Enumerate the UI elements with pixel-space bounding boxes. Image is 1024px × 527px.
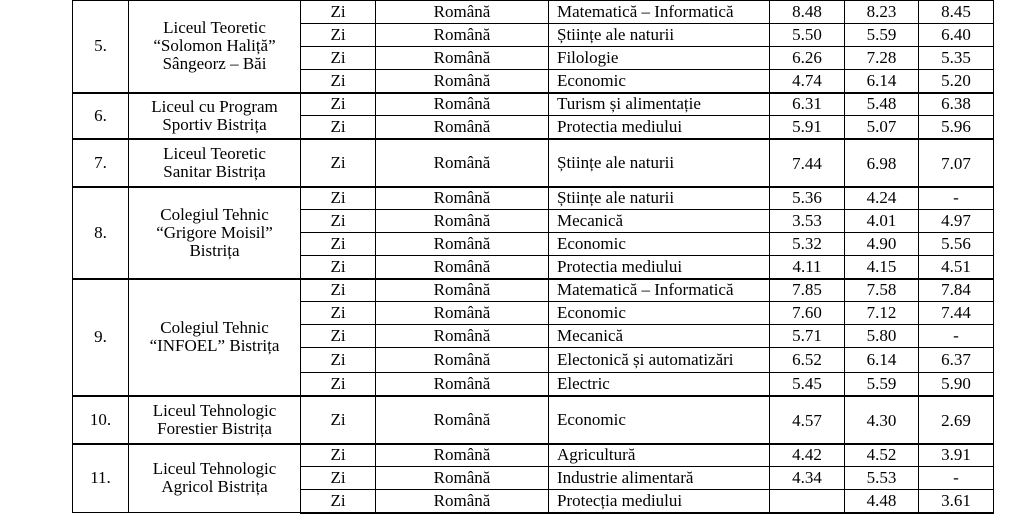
school-name-line: Sanitar Bistrița [163,161,266,181]
average-cell-3: 5.56 [919,233,994,256]
average-cell-2: 6.98 [845,139,919,187]
school-name-line: Liceul Teoretic [163,143,266,163]
specialization-cell: Industrie alimentară [549,467,770,490]
average-cell-2: 7.12 [845,302,919,325]
average-cell-3: 3.91 [919,444,994,467]
teaching-language-cell: Română [376,233,549,256]
average-cell-2: 4.90 [845,233,919,256]
teaching-language-cell: Română [376,116,549,139]
school-name-line: Agricol Bistrița [161,477,268,497]
average-cell-3: 8.45 [919,1,994,24]
average-cell-3: 5.96 [919,116,994,139]
average-cell-3: 3.61 [919,490,994,513]
session-type-cell: Zi [301,444,376,467]
school-name-line: Colegiul Tehnic [160,318,269,337]
session-type-cell: Zi [301,187,376,210]
average-cell-2: 7.58 [845,279,919,302]
specialization-cell: Turism și alimentație [549,93,770,116]
average-cell-2: 4.15 [845,256,919,279]
school-name-cell [129,93,301,139]
session-type-cell: Zi [301,348,376,373]
school-number-cell: 6. [73,93,129,139]
school-number-cell: 8. [73,187,129,279]
specialization-cell: Matematică – Informatică [549,279,770,302]
average-cell-3: 5.90 [919,373,994,396]
specialization-cell: Științe ale naturii [549,139,770,187]
session-type-cell: Zi [301,70,376,93]
average-cell-3: 7.44 [919,302,994,325]
average-cell-2: 5.07 [845,116,919,139]
session-type-cell: Zi [301,233,376,256]
average-cell-2: 4.48 [845,490,919,513]
school-name-cell [129,139,301,187]
average-cell-2: 5.59 [845,373,919,396]
school-name-line: Colegiul Tehnic [160,204,269,224]
average-cell-2: 4.52 [845,444,919,467]
school-name-cell [129,444,301,513]
school-name-line: Liceul cu Program [151,96,278,116]
school-name-cell [129,187,301,279]
session-type-cell: Zi [301,325,376,348]
school-number-cell: 5. [73,1,129,93]
school-number-cell: 11. [73,444,129,513]
average-cell-1: 6.31 [770,93,845,116]
table-row [73,187,994,210]
session-type-cell: Zi [301,467,376,490]
session-type-cell: Zi [301,93,376,116]
school-name-line: “Solomon Haliță” [153,36,276,56]
average-cell-3: 6.40 [919,24,994,47]
average-cell-3: 5.35 [919,47,994,70]
table-row [73,444,994,467]
school-number-cell: 10. [73,396,129,444]
teaching-language-cell: Română [376,302,549,325]
average-cell-1: 4.11 [770,256,845,279]
school-name-line: Liceul Teoretic [163,18,266,38]
average-cell-1: 5.50 [770,24,845,47]
school-name-line: “Grigore Moisil” [156,222,273,242]
teaching-language-cell: Română [376,373,549,396]
average-cell-3: 2.69 [919,396,994,444]
average-cell-1: 4.42 [770,444,845,467]
specialization-cell: Economic [549,233,770,256]
average-cell-2: 5.59 [845,24,919,47]
teaching-language-cell: Română [376,348,549,373]
average-cell-3: - [919,325,994,348]
average-cell-2: 4.30 [845,396,919,444]
session-type-cell: Zi [301,210,376,233]
average-cell-2: 4.24 [845,187,919,210]
average-cell-2: 5.80 [845,325,919,348]
school-name-line: “INFOEL” Bistrița [149,336,280,355]
average-cell-1: 5.45 [770,373,845,396]
table-body [73,1,994,513]
session-type-cell: Zi [301,396,376,444]
average-cell-2: 6.14 [845,70,919,93]
average-cell-3: 4.51 [919,256,994,279]
teaching-language-cell: Română [376,396,549,444]
table-row [73,93,994,116]
teaching-language-cell: Română [376,467,549,490]
teaching-language-cell: Română [376,325,549,348]
specialization-cell: Electonică și automatizări [549,348,770,373]
session-type-cell: Zi [301,256,376,279]
specialization-cell: Filologie [549,47,770,70]
school-name-cell [129,396,301,444]
session-type-cell: Zi [301,24,376,47]
specialization-cell: Economic [549,302,770,325]
specialization-cell: Mecanică [549,325,770,348]
table-row [73,1,994,24]
average-cell-1 [770,490,845,513]
average-cell-1: 8.48 [770,1,845,24]
session-type-cell: Zi [301,279,376,302]
session-type-cell: Zi [301,1,376,24]
table-row [73,396,994,444]
session-type-cell: Zi [301,490,376,513]
teaching-language-cell: Română [376,187,549,210]
teaching-language-cell: Română [376,24,549,47]
specialization-cell: Științe ale naturii [549,24,770,47]
average-cell-1: 7.60 [770,302,845,325]
specialization-cell: Științe ale naturii [549,187,770,210]
average-cell-3: 6.37 [919,348,994,373]
teaching-language-cell: Română [376,139,549,187]
teaching-language-cell: Română [376,490,549,513]
average-cell-1: 5.36 [770,187,845,210]
school-name-cell [129,279,301,396]
average-cell-3: 6.38 [919,93,994,116]
average-cell-1: 3.53 [770,210,845,233]
average-cell-2: 4.01 [845,210,919,233]
session-type-cell: Zi [301,373,376,396]
average-cell-2: 6.14 [845,348,919,373]
teaching-language-cell: Română [376,444,549,467]
specialization-cell: Protecția mediului [549,490,770,513]
average-cell-2: 8.23 [845,1,919,24]
session-type-cell: Zi [301,139,376,187]
specialization-cell: Protectia mediului [549,256,770,279]
average-cell-3: 5.20 [919,70,994,93]
school-name-line: Liceul Tehnologic [152,459,277,479]
admission-averages-table [72,0,994,514]
specialization-cell: Mecanică [549,210,770,233]
school-name-line: Forestier Bistrița [157,418,272,438]
average-cell-1: 5.71 [770,325,845,348]
specialization-cell: Economic [549,70,770,93]
teaching-language-cell: Română [376,70,549,93]
specialization-cell: Agricultură [549,444,770,467]
table-row [73,139,994,187]
average-cell-1: 7.85 [770,279,845,302]
average-cell-3: 4.97 [919,210,994,233]
specialization-cell: Protectia mediului [549,116,770,139]
session-type-cell: Zi [301,47,376,70]
teaching-language-cell: Română [376,279,549,302]
average-cell-2: 5.53 [845,467,919,490]
average-cell-1: 4.74 [770,70,845,93]
teaching-language-cell: Română [376,47,549,70]
school-name-line: Bistrița [189,240,240,260]
school-name-line: Sângeorz – Băi [162,54,267,74]
session-type-cell: Zi [301,116,376,139]
average-cell-3: 7.07 [919,139,994,187]
average-cell-1: 4.34 [770,467,845,490]
table-row [73,279,994,302]
school-name-line: Liceul Tehnologic [152,400,277,420]
average-cell-3: - [919,467,994,490]
specialization-cell: Electric [549,373,770,396]
school-number-cell: 9. [73,279,129,396]
teaching-language-cell: Română [376,210,549,233]
average-cell-2: 7.28 [845,47,919,70]
average-cell-3: - [919,187,994,210]
school-name-cell [129,1,301,93]
average-cell-1: 5.32 [770,233,845,256]
average-cell-3: 7.84 [919,279,994,302]
teaching-language-cell: Română [376,256,549,279]
teaching-language-cell: Română [376,1,549,24]
specialization-cell: Economic [549,396,770,444]
teaching-language-cell: Română [376,93,549,116]
average-cell-1: 7.44 [770,139,845,187]
session-type-cell: Zi [301,302,376,325]
school-name-line: Sportiv Bistrița [162,114,267,134]
average-cell-1: 6.52 [770,348,845,373]
average-cell-1: 6.26 [770,47,845,70]
average-cell-2: 5.48 [845,93,919,116]
average-cell-1: 4.57 [770,396,845,444]
specialization-cell: Matematică – Informatică [549,1,770,24]
school-number-cell: 7. [73,139,129,187]
average-cell-1: 5.91 [770,116,845,139]
